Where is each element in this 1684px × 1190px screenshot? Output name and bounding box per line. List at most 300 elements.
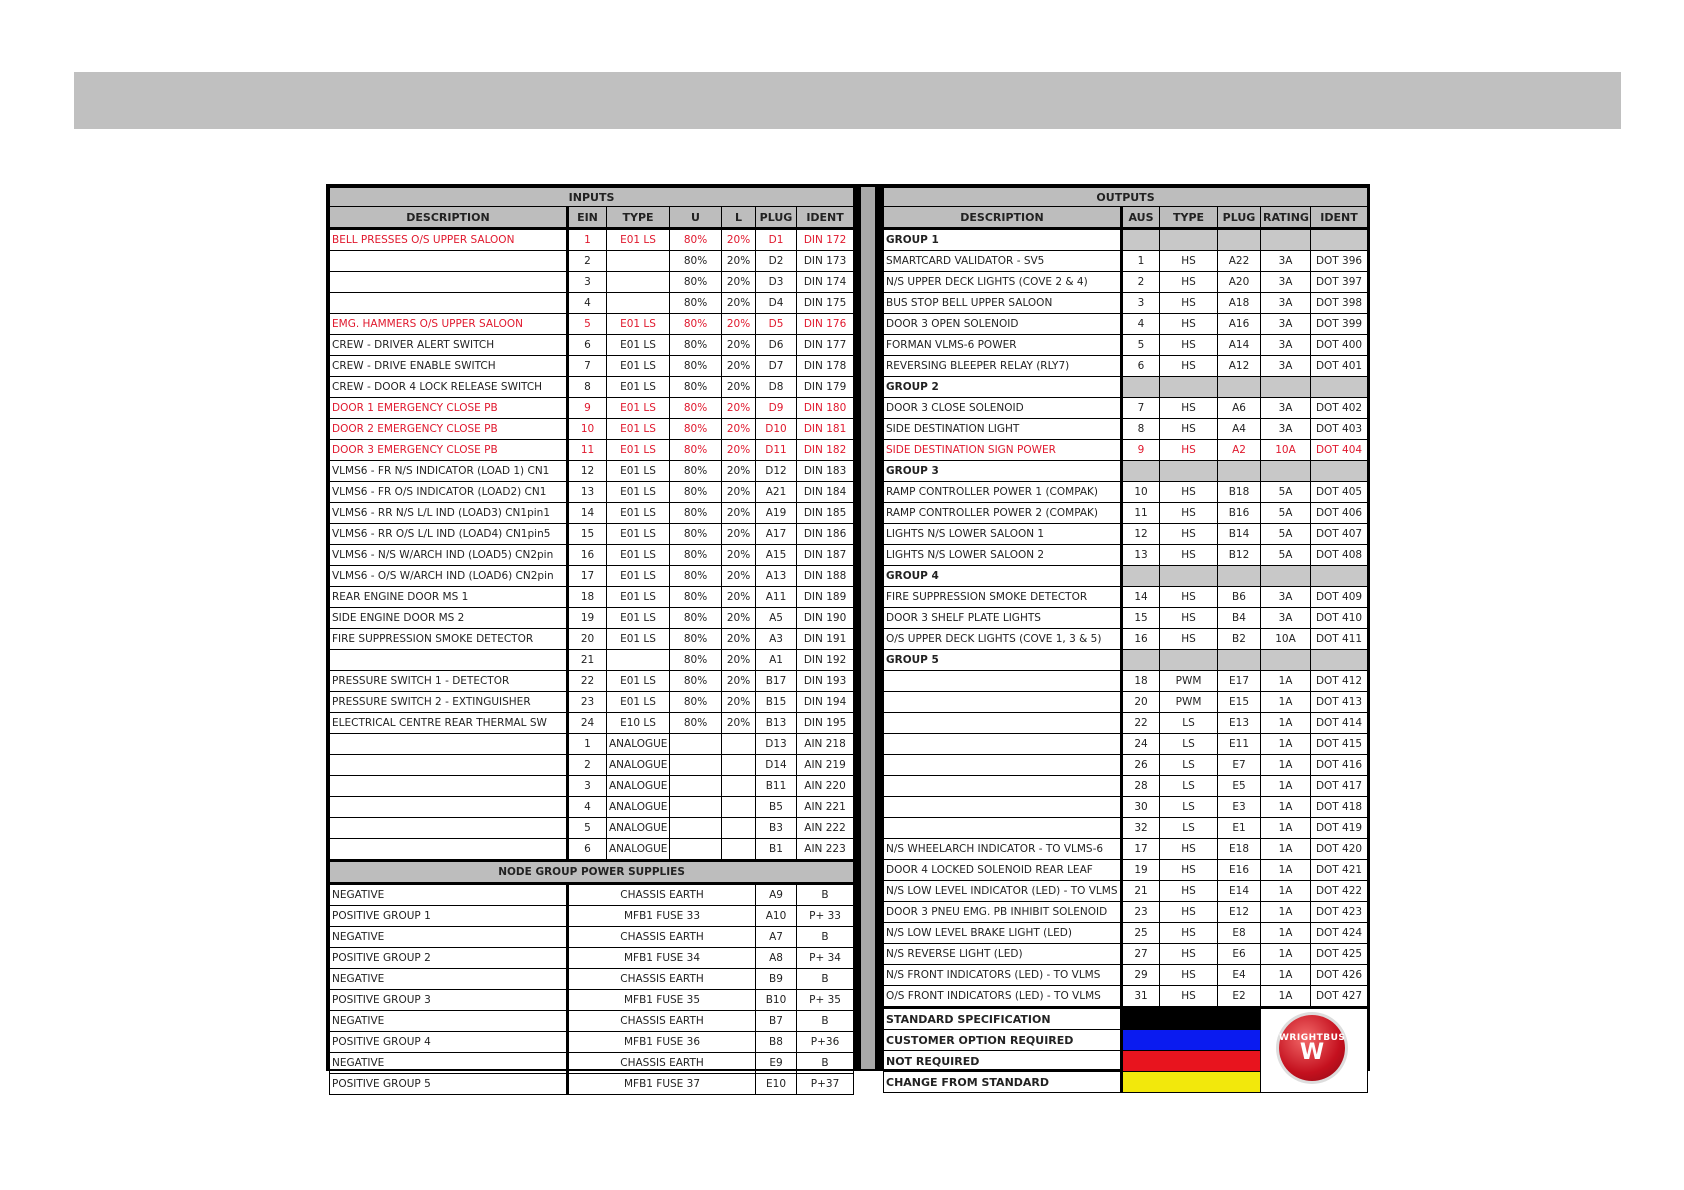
input-type: E01 LS [607, 692, 670, 713]
output-description: DOOR 3 CLOSE SOLENOID [884, 398, 1122, 419]
logo-mark: W [1299, 1040, 1325, 1065]
input-u: 80% [670, 503, 722, 524]
output-plug: A14 [1218, 335, 1261, 356]
input-type: E01 LS [607, 461, 670, 482]
input-ident: AIN 220 [797, 776, 854, 797]
input-row [330, 503, 854, 524]
power-plug: B10 [756, 990, 797, 1011]
output-row [884, 482, 1368, 503]
input-description: DOOR 2 EMERGENCY CLOSE PB [330, 419, 568, 440]
input-type: E10 LS [607, 713, 670, 734]
output-plug: E6 [1218, 944, 1261, 965]
input-ident: DIN 182 [797, 440, 854, 461]
power-plug: A9 [756, 884, 797, 906]
outputs-col-header: IDENT [1311, 207, 1368, 229]
input-row [330, 419, 854, 440]
output-row [884, 356, 1368, 377]
input-description: SIDE ENGINE DOOR MS 2 [330, 608, 568, 629]
power-row [330, 990, 854, 1011]
inputs-table [329, 187, 854, 1095]
output-aus: 26 [1122, 755, 1160, 776]
input-type: ANALOGUE [607, 818, 670, 839]
input-description [330, 272, 568, 293]
output-rating: 3A [1261, 587, 1311, 608]
output-row [884, 860, 1368, 881]
io-schedule-sheet [326, 184, 1370, 1090]
output-aus: 10 [1122, 482, 1160, 503]
output-group-row [884, 377, 1368, 398]
input-l: 20% [722, 713, 756, 734]
output-aus: 8 [1122, 419, 1160, 440]
input-type [607, 272, 670, 293]
output-aus: 9 [1122, 440, 1160, 461]
input-ident: DIN 175 [797, 293, 854, 314]
output-group-row [884, 566, 1368, 587]
output-aus: 18 [1122, 671, 1160, 692]
output-plug: E15 [1218, 692, 1261, 713]
output-description: O/S FRONT INDICATORS (LED) - TO VLMS [884, 986, 1122, 1008]
input-type: E01 LS [607, 566, 670, 587]
output-row [884, 734, 1368, 755]
inputs-col-header: TYPE [607, 207, 670, 229]
input-type: E01 LS [607, 671, 670, 692]
power-plug: B8 [756, 1032, 797, 1053]
input-u: 80% [670, 671, 722, 692]
input-description: VLMS6 - N/S W/ARCH IND (LOAD5) CN2pin [330, 545, 568, 566]
input-ident: DIN 180 [797, 398, 854, 419]
output-plug: A6 [1218, 398, 1261, 419]
input-plug: D5 [756, 314, 797, 335]
input-ein: 15 [568, 524, 607, 545]
output-rating: 1A [1261, 755, 1311, 776]
legend-label: STANDARD SPECIFICATION [884, 1008, 1122, 1030]
output-ident: DOT 400 [1311, 335, 1368, 356]
power-ident: B [797, 927, 854, 948]
input-u [670, 734, 722, 755]
output-group-row [884, 461, 1368, 482]
input-row [330, 398, 854, 419]
output-description [884, 692, 1122, 713]
input-type: E01 LS [607, 229, 670, 251]
output-type: HS [1160, 251, 1218, 272]
output-aus: 4 [1122, 314, 1160, 335]
input-l [722, 734, 756, 755]
input-u: 80% [670, 440, 722, 461]
input-l: 20% [722, 587, 756, 608]
power-plug: B7 [756, 1011, 797, 1032]
input-plug: B15 [756, 692, 797, 713]
output-row [884, 440, 1368, 461]
input-u: 80% [670, 524, 722, 545]
input-description [330, 776, 568, 797]
input-row [330, 272, 854, 293]
input-type: E01 LS [607, 629, 670, 650]
input-u: 80% [670, 377, 722, 398]
output-group-filler [1160, 566, 1218, 587]
input-description: FIRE SUPPRESSION SMOKE DETECTOR [330, 629, 568, 650]
output-rating: 3A [1261, 419, 1311, 440]
output-ident: DOT 420 [1311, 839, 1368, 860]
output-type: HS [1160, 944, 1218, 965]
input-plug: D3 [756, 272, 797, 293]
output-description: N/S WHEELARCH INDICATOR - TO VLMS-6 [884, 839, 1122, 860]
legend-swatch [1122, 1030, 1261, 1051]
output-type: HS [1160, 965, 1218, 986]
input-plug: B3 [756, 818, 797, 839]
output-row [884, 692, 1368, 713]
output-rating: 3A [1261, 293, 1311, 314]
output-rating: 3A [1261, 608, 1311, 629]
power-source: CHASSIS EARTH [568, 1011, 756, 1032]
output-group-label: GROUP 5 [884, 650, 1122, 671]
input-ident: DIN 184 [797, 482, 854, 503]
output-type: HS [1160, 440, 1218, 461]
outputs-col-header: RATING [1261, 207, 1311, 229]
input-description: VLMS6 - RR N/S L/L IND (LOAD3) CN1pin1 [330, 503, 568, 524]
output-plug: E1 [1218, 818, 1261, 839]
input-u: 80% [670, 461, 722, 482]
output-rating: 1A [1261, 986, 1311, 1008]
input-ein: 6 [568, 839, 607, 861]
legend-swatch [1122, 1051, 1261, 1072]
input-ein: 23 [568, 692, 607, 713]
input-ident: DIN 191 [797, 629, 854, 650]
input-type: E01 LS [607, 608, 670, 629]
input-description: PRESSURE SWITCH 2 - EXTINGUISHER [330, 692, 568, 713]
output-plug: B14 [1218, 524, 1261, 545]
input-description: CREW - DRIVER ALERT SWITCH [330, 335, 568, 356]
input-u: 80% [670, 293, 722, 314]
input-row [330, 251, 854, 272]
input-u: 80% [670, 419, 722, 440]
logo-text: WRIGHTBUS [1279, 1033, 1346, 1043]
input-row [330, 692, 854, 713]
output-plug: E8 [1218, 923, 1261, 944]
input-l: 20% [722, 398, 756, 419]
input-u: 80% [670, 398, 722, 419]
input-type [607, 650, 670, 671]
input-ein: 24 [568, 713, 607, 734]
output-type: HS [1160, 524, 1218, 545]
power-row [330, 1011, 854, 1032]
inputs-col-header: U [670, 207, 722, 229]
output-rating: 3A [1261, 335, 1311, 356]
input-type: E01 LS [607, 482, 670, 503]
output-plug: E4 [1218, 965, 1261, 986]
output-row [884, 629, 1368, 650]
output-aus: 22 [1122, 713, 1160, 734]
output-aus: 13 [1122, 545, 1160, 566]
output-ident: DOT 412 [1311, 671, 1368, 692]
output-group-filler [1218, 461, 1261, 482]
output-rating: 5A [1261, 482, 1311, 503]
output-ident: DOT 416 [1311, 755, 1368, 776]
input-u: 80% [670, 272, 722, 293]
output-aus: 24 [1122, 734, 1160, 755]
output-description: SIDE DESTINATION SIGN POWER [884, 440, 1122, 461]
input-l: 20% [722, 293, 756, 314]
input-ident: DIN 187 [797, 545, 854, 566]
output-description: RAMP CONTROLLER POWER 1 (COMPAK) [884, 482, 1122, 503]
input-u: 80% [670, 482, 722, 503]
output-description [884, 755, 1122, 776]
input-row [330, 713, 854, 734]
power-plug: A7 [756, 927, 797, 948]
output-group-filler [1122, 377, 1160, 398]
output-aus: 17 [1122, 839, 1160, 860]
output-plug: A2 [1218, 440, 1261, 461]
output-rating: 5A [1261, 524, 1311, 545]
output-group-filler [1261, 377, 1311, 398]
output-aus: 12 [1122, 524, 1160, 545]
power-source: MFB1 FUSE 36 [568, 1032, 756, 1053]
output-description: N/S LOW LEVEL INDICATOR (LED) - TO VLMS [884, 881, 1122, 902]
power-ident: P+37 [797, 1074, 854, 1095]
legend-label: NOT REQUIRED [884, 1051, 1122, 1072]
output-type: HS [1160, 314, 1218, 335]
output-ident: DOT 423 [1311, 902, 1368, 923]
input-l [722, 839, 756, 861]
power-description: NEGATIVE [330, 1053, 568, 1074]
output-row [884, 881, 1368, 902]
input-l: 20% [722, 335, 756, 356]
input-plug: A5 [756, 608, 797, 629]
input-u: 80% [670, 650, 722, 671]
input-row [330, 566, 854, 587]
power-source: CHASSIS EARTH [568, 927, 756, 948]
output-group-label: GROUP 1 [884, 229, 1122, 251]
power-ident: P+ 35 [797, 990, 854, 1011]
output-plug: A18 [1218, 293, 1261, 314]
output-row [884, 902, 1368, 923]
power-row [330, 1074, 854, 1095]
output-aus: 31 [1122, 986, 1160, 1008]
input-l [722, 818, 756, 839]
output-type: LS [1160, 755, 1218, 776]
output-plug: E2 [1218, 986, 1261, 1008]
input-type: E01 LS [607, 314, 670, 335]
output-description [884, 776, 1122, 797]
output-rating: 10A [1261, 629, 1311, 650]
output-plug: A16 [1218, 314, 1261, 335]
output-description: DOOR 3 SHELF PLATE LIGHTS [884, 608, 1122, 629]
output-type: HS [1160, 419, 1218, 440]
input-l: 20% [722, 524, 756, 545]
output-description: FIRE SUPPRESSION SMOKE DETECTOR [884, 587, 1122, 608]
output-aus: 29 [1122, 965, 1160, 986]
input-plug: D14 [756, 755, 797, 776]
input-ident: DIN 194 [797, 692, 854, 713]
wrightbus-logo-icon [1279, 1015, 1345, 1081]
input-plug: D2 [756, 251, 797, 272]
output-rating: 1A [1261, 776, 1311, 797]
output-group-row [884, 229, 1368, 251]
outputs-col-header: DESCRIPTION [884, 207, 1122, 229]
output-row [884, 608, 1368, 629]
output-description: RAMP CONTROLLER POWER 2 (COMPAK) [884, 503, 1122, 524]
input-description: BELL PRESSES O/S UPPER SALOON [330, 229, 568, 251]
power-row [330, 906, 854, 927]
power-description: NEGATIVE [330, 969, 568, 990]
input-ident: AIN 223 [797, 839, 854, 861]
input-description [330, 797, 568, 818]
input-ident: DIN 190 [797, 608, 854, 629]
input-u [670, 776, 722, 797]
input-type [607, 251, 670, 272]
output-description [884, 797, 1122, 818]
input-ident: DIN 181 [797, 419, 854, 440]
output-row [884, 587, 1368, 608]
input-plug: D12 [756, 461, 797, 482]
output-type: HS [1160, 335, 1218, 356]
output-description: N/S UPPER DECK LIGHTS (COVE 2 & 4) [884, 272, 1122, 293]
output-plug: B12 [1218, 545, 1261, 566]
output-type: HS [1160, 839, 1218, 860]
power-source: CHASSIS EARTH [568, 884, 756, 906]
input-description: CREW - DOOR 4 LOCK RELEASE SWITCH [330, 377, 568, 398]
input-type: E01 LS [607, 587, 670, 608]
output-ident: DOT 401 [1311, 356, 1368, 377]
input-ein: 1 [568, 734, 607, 755]
output-type: HS [1160, 293, 1218, 314]
output-group-filler [1261, 566, 1311, 587]
power-ident: B [797, 1011, 854, 1032]
input-type: E01 LS [607, 335, 670, 356]
output-rating: 1A [1261, 923, 1311, 944]
input-plug: B17 [756, 671, 797, 692]
inputs-title: INPUTS [330, 188, 854, 207]
output-aus: 25 [1122, 923, 1160, 944]
input-plug: D7 [756, 356, 797, 377]
output-row [884, 524, 1368, 545]
input-row [330, 229, 854, 251]
output-description: DOOR 4 LOCKED SOLENOID REAR LEAF [884, 860, 1122, 881]
output-description [884, 713, 1122, 734]
input-ein: 7 [568, 356, 607, 377]
input-row [330, 797, 854, 818]
input-ein: 21 [568, 650, 607, 671]
input-type: E01 LS [607, 503, 670, 524]
output-type: HS [1160, 881, 1218, 902]
power-ident: B [797, 1053, 854, 1074]
power-row [330, 1053, 854, 1074]
input-ident: AIN 221 [797, 797, 854, 818]
power-description: NEGATIVE [330, 1011, 568, 1032]
output-plug: E17 [1218, 671, 1261, 692]
input-row [330, 356, 854, 377]
output-row [884, 713, 1368, 734]
power-row [330, 969, 854, 990]
input-row [330, 377, 854, 398]
input-l: 20% [722, 482, 756, 503]
input-description: VLMS6 - O/S W/ARCH IND (LOAD6) CN2pin [330, 566, 568, 587]
output-plug: A22 [1218, 251, 1261, 272]
input-type: ANALOGUE [607, 755, 670, 776]
power-row [330, 884, 854, 906]
input-type: ANALOGUE [607, 839, 670, 861]
output-rating: 1A [1261, 839, 1311, 860]
input-description: EMG. HAMMERS O/S UPPER SALOON [330, 314, 568, 335]
input-ein: 8 [568, 377, 607, 398]
power-description: POSITIVE GROUP 3 [330, 990, 568, 1011]
output-type: PWM [1160, 692, 1218, 713]
power-ident: P+ 34 [797, 948, 854, 969]
outputs-title-row [884, 188, 1368, 207]
input-description [330, 818, 568, 839]
outputs-panel [883, 187, 1367, 1089]
wrightbus-logo [1261, 1008, 1368, 1093]
input-description [330, 293, 568, 314]
output-row [884, 776, 1368, 797]
output-rating: 1A [1261, 860, 1311, 881]
output-ident: DOT 404 [1311, 440, 1368, 461]
power-source: MFB1 FUSE 33 [568, 906, 756, 927]
input-ident: AIN 222 [797, 818, 854, 839]
output-aus: 16 [1122, 629, 1160, 650]
input-ident: DIN 179 [797, 377, 854, 398]
input-plug: B1 [756, 839, 797, 861]
input-row [330, 545, 854, 566]
output-rating: 3A [1261, 356, 1311, 377]
input-plug: B5 [756, 797, 797, 818]
output-row [884, 923, 1368, 944]
input-description: VLMS6 - FR N/S INDICATOR (LOAD 1) CN1 [330, 461, 568, 482]
output-row [884, 755, 1368, 776]
output-plug: E14 [1218, 881, 1261, 902]
input-ein: 14 [568, 503, 607, 524]
output-group-filler [1218, 377, 1261, 398]
output-type: LS [1160, 797, 1218, 818]
output-group-filler [1311, 377, 1368, 398]
output-row [884, 818, 1368, 839]
input-l: 20% [722, 629, 756, 650]
input-u: 80% [670, 587, 722, 608]
output-aus: 2 [1122, 272, 1160, 293]
power-ident: P+36 [797, 1032, 854, 1053]
output-group-filler [1160, 650, 1218, 671]
output-row [884, 314, 1368, 335]
output-description: REVERSING BLEEPER RELAY (RLY7) [884, 356, 1122, 377]
output-aus: 3 [1122, 293, 1160, 314]
output-aus: 11 [1122, 503, 1160, 524]
inputs-header-row [330, 207, 854, 229]
input-u: 80% [670, 629, 722, 650]
input-l: 20% [722, 377, 756, 398]
output-plug: E3 [1218, 797, 1261, 818]
input-row [330, 755, 854, 776]
input-l: 20% [722, 272, 756, 293]
output-type: HS [1160, 608, 1218, 629]
power-source: MFB1 FUSE 34 [568, 948, 756, 969]
input-description [330, 734, 568, 755]
output-row [884, 545, 1368, 566]
input-plug: D6 [756, 335, 797, 356]
output-ident: DOT 399 [1311, 314, 1368, 335]
output-ident: DOT 425 [1311, 944, 1368, 965]
power-ident: B [797, 884, 854, 906]
output-group-label: GROUP 3 [884, 461, 1122, 482]
outputs-table [883, 187, 1368, 1093]
input-plug: A13 [756, 566, 797, 587]
input-row [330, 839, 854, 861]
input-row [330, 671, 854, 692]
output-rating: 1A [1261, 881, 1311, 902]
power-title: NODE GROUP POWER SUPPLIES [330, 861, 854, 884]
input-ident: AIN 218 [797, 734, 854, 755]
output-type: HS [1160, 482, 1218, 503]
input-plug: A17 [756, 524, 797, 545]
power-title-row [330, 861, 854, 884]
